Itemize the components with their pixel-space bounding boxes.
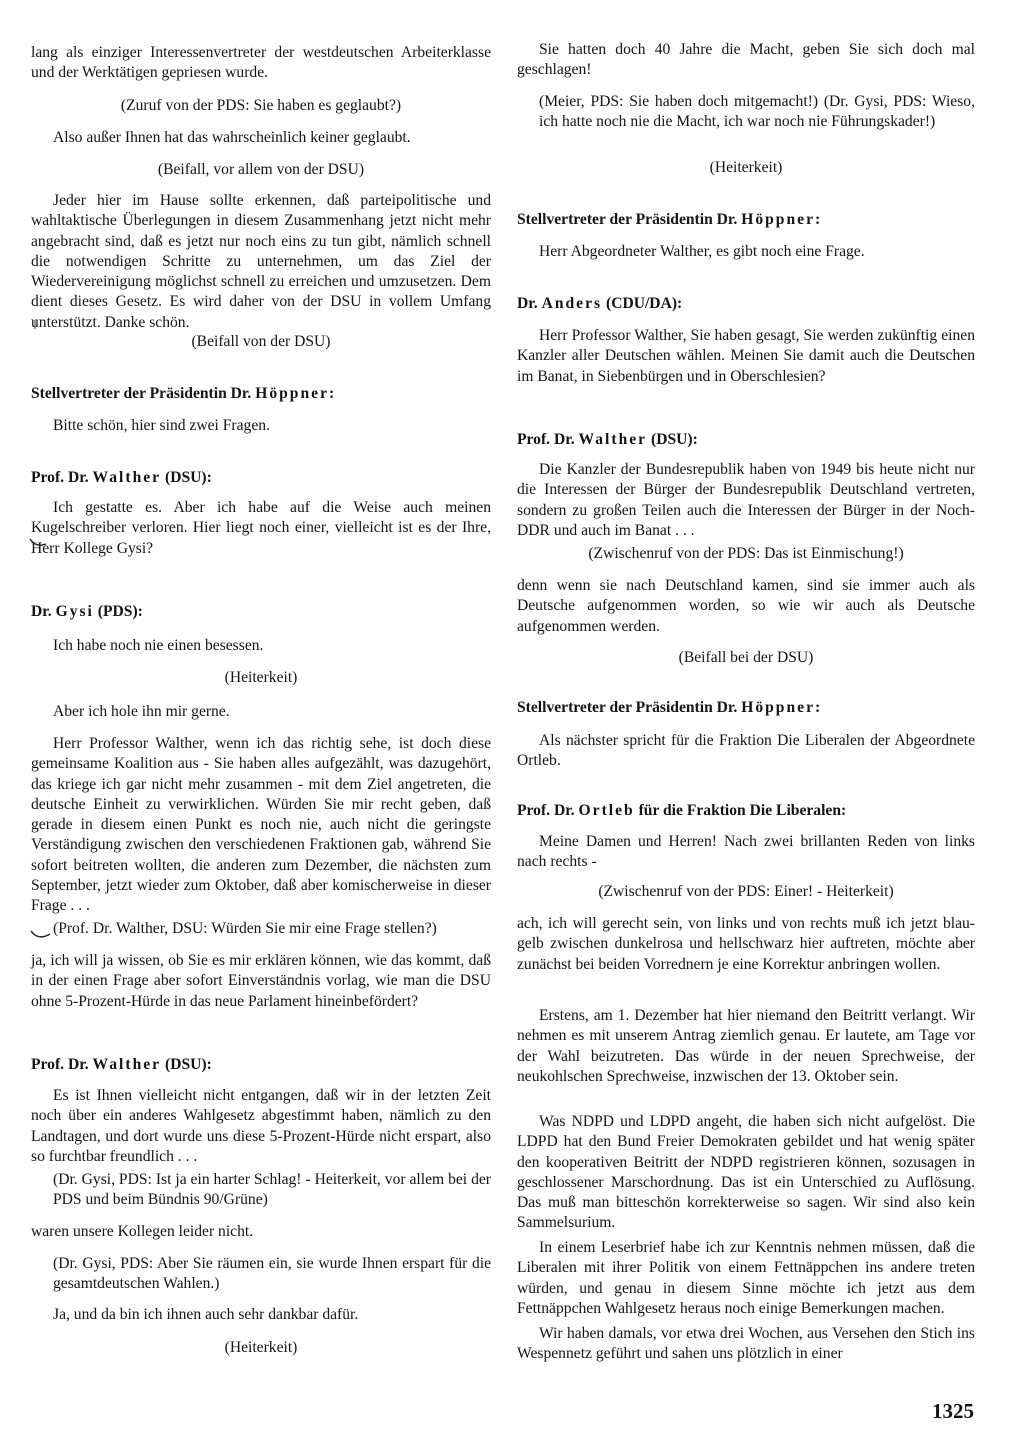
paragraph: In einem Leserbrief habe ich zur Kenntnis nehmen müssen, daß die Liberalen mit ihrer Politik von einem Fettnäppchen ins andere treten würden, und genau in diesem Sinne möchte ich jetzt aus dem Fettnäppchen Wahlgesetz heraus noch einige Bemerkungen machen. — [517, 1239, 975, 1317]
interjection: (Zuruf von der PDS: Sie haben es geglaubt?) — [120, 97, 402, 114]
speaker-name: Gysi — [55, 603, 94, 620]
speaker-name: Höppner: — [741, 211, 823, 228]
interjection: (Heiterkeit) — [224, 669, 298, 686]
paragraph: Als nächster spricht für die Fraktion Die Liberalen der Abgeordnete Ortleb. — [517, 732, 975, 770]
margin-mark — [31, 318, 39, 332]
speaker-title: Prof. Dr. — [517, 802, 575, 819]
paragraph: Jeder hier im Hause sollte erkennen, daß parteipolitische und wahltaktische Überlegungen in diesem Zusammenhang jetzt nicht mehr angebracht sind, daß es jetzt nur noch eins zu tun gibt, nämlich schnell die notwendigen Schritte zu unternehmen, um das Ziel der Wiedervereinigung möglichst schnell zu erreichen und umzusetzen. Dem dient dieses Gesetz. Es wird daher von der DSU in vollem Umfang unterstützt. Danke schön. — [31, 192, 491, 331]
paragraph: Was NDPD und LDPD angeht, die haben sich nicht aufgelöst. Die LDPD hat den Bund Freier Demokraten gebildet und hat wenig später den kooperativen Beitritt der NDPD registrieren können, sozusagen in geschlossener Marschordnung. Das ist ein Unterschied zu Auflösung. Das muß man bitteschön korrekterweise so sagen. Wir sind also kein Sammelsurium. — [517, 1113, 975, 1232]
paragraph: Sie hatten doch 40 Jahre die Macht, geben Sie sich doch mal geschlagen! — [517, 41, 975, 79]
paragraph: Ich gestatte es. Aber ich habe auf die Weise auch meinen Kugelschreiber verloren. Hier liegt noch einer, vielleicht ist es der Ihre, Herr Kollege Gysi? — [31, 499, 491, 557]
speaker-name: Ortleb — [578, 802, 635, 819]
speaker-title: Dr. — [31, 603, 52, 620]
speaker-heading — [517, 698, 975, 718]
speaker-role: Stellvertreter der Präsidentin Dr. — [517, 699, 738, 716]
speaker-role: Stellvertreter der Präsidentin Dr. — [517, 211, 738, 228]
interjection: (Beifall von der DSU) — [191, 333, 331, 350]
paragraph: Also außer Ihnen hat das wahrscheinlich keiner geglaubt. — [53, 129, 411, 146]
paragraph: Bitte schön, hier sind zwei Fragen. — [53, 417, 270, 434]
interjection: (Beifall bei der DSU) — [678, 649, 814, 666]
speaker-heading — [31, 468, 491, 488]
speaker-heading — [31, 384, 491, 404]
speaker-name: Walther — [578, 431, 648, 448]
speaker-heading — [31, 1055, 491, 1075]
speaker-name: Höppner: — [255, 385, 337, 402]
paragraph: ach, ich will gerecht sein, von links und von rechts muß ich jetzt blau-gelb zwischen dunkelrosa und hellschwarz hier auftreten, möchte aber zunächst bei beiden Vorrednern je eine Korrektur anbringen wollen. — [517, 915, 975, 973]
speaker-title: Prof. Dr. — [31, 1056, 89, 1073]
interjection: (Zwischenruf von der PDS: Einer! - Heiterkeit) — [598, 883, 894, 900]
paragraph: Meine Damen und Herren! Nach zwei brillanten Reden von links nach rechts - — [517, 833, 975, 871]
interjection: (Meier, PDS: Sie haben doch mitgemacht!) (Dr. Gysi, PDS: Wieso, ich hatte noch nie die Macht, ich war noch nie Führungskader!) — [539, 93, 975, 131]
paragraph: ja, ich will ja wissen, ob Sie es mir erklären können, wie das kommt, daß in der einen Frage aber sofort Einverständnis vorlag, wie man die DSU ohne 5-Prozent-Hürde in das neue Parlament hineinbefördert? — [31, 952, 491, 1010]
paragraph: Aber ich hole ihn mir gerne. — [53, 703, 230, 720]
paragraph: Es ist Ihnen vielleicht nicht entgangen, daß wir in der letzten Zeit noch über ein anderes Wahlgesetz abgestimmt haben, nämlich zu den Landtagen, und dort wurde uns diese 5-Prozent-Hürde nicht erspart, also so furchtbar freundlich . . . — [31, 1087, 491, 1165]
paragraph: Herr Abgeordneter Walther, es gibt noch eine Frage. — [539, 243, 865, 260]
speaker-name: Walther — [92, 1056, 162, 1073]
paragraph: Die Kanzler der Bundesrepublik haben von 1949 bis heute nicht nur die Interessen der Bürger der Bundesrepublik Deutschland vertreten, sondern zu großen Teilen auch die Interessen der Bürger in der Noch-DDR und auch im Banat . . . — [517, 461, 975, 539]
paragraph: Erstens, am 1. Dezember hat hier niemand den Beitritt verlangt. Wir nehmen es mit unserem Antrag ziemlich genau. Er lautete, am Tage vor der Wahl beizutreten. Das würde in der neuen Sprechweise, der neukohlschen Sprechweise, inzwischen der 13. Oktober sein. — [517, 1007, 975, 1085]
speaker-heading — [517, 210, 975, 230]
speaker-rest: für die Fraktion Die Liberalen: — [638, 802, 847, 819]
speaker-party: (CDU/DA): — [606, 295, 683, 312]
interjection: (Beifall, vor allem von der DSU) — [157, 161, 365, 178]
speaker-party: (PDS): — [97, 603, 143, 620]
paragraph: Ja, und da bin ich ihnen auch sehr dankbar dafür. — [53, 1306, 359, 1323]
interjection: (Heiterkeit) — [224, 1339, 298, 1356]
speaker-name: Anders — [541, 295, 603, 312]
paragraph: Herr Professor Walther, Sie haben gesagt, Sie werden zukünftig einen Kanzler aller Deutschen wählen. Meinen Sie damit auch die Deutschen im Banat, in Siebenbürgen und in Oberschlesien? — [517, 327, 975, 385]
speaker-party: (DSU): — [165, 1056, 212, 1073]
paragraph: Herr Professor Walther, wenn ich das richtig sehe, ist doch diese gemeinsame Koalition aus - Sie haben alles aufgezählt, was dazugehört, das kriege ich gar nicht mehr zusammen - mit dem Ziel angetreten, die deutsche Einheit zu verwirklichen. Würden Sie mir recht geben, daß gerade in diesem einen Punkt es noch nie, auch nicht die geringste Verständigung zwischen den verschiedenen Fraktionen gab, während Sie sofort beitreten wollten, die anderen zum Dezember, die nächsten zum September, jetzt wieder zum Oktober, daß aber komischerweise in dieser Frage . . . — [31, 735, 491, 915]
interjection: (Dr. Gysi, PDS: Ist ja ein harter Schlag! - Heiterkeit, vor allem bei der PDS und beim Bündnis 90/Grüne) — [53, 1171, 491, 1209]
speaker-party: (DSU): — [651, 431, 698, 448]
speaker-title: Dr. — [517, 295, 538, 312]
speaker-name: Walther — [92, 469, 162, 486]
paragraph: Wir haben damals, vor etwa drei Wochen, aus Versehen den Stich ins Wespennetz geführt und sahen uns plötzlich in einer — [517, 1325, 975, 1363]
speaker-role: Stellvertreter der Präsidentin Dr. — [31, 385, 252, 402]
interjection: (Zwischenruf von der PDS: Das ist Einmischung!) — [588, 545, 904, 562]
speaker-title: Prof. Dr. — [517, 431, 575, 448]
interjection: (Heiterkeit) — [709, 159, 783, 176]
margin-mark — [28, 536, 50, 550]
speaker-heading — [517, 801, 975, 821]
speaker-heading — [517, 430, 975, 450]
speaker-name: Höppner: — [741, 699, 823, 716]
paragraph: lang als einziger Interessenvertreter der westdeutschen Arbeiterklasse und der Werktätigen gepriesen wurde. — [31, 44, 491, 82]
speaker-heading — [31, 602, 491, 622]
paragraph: denn wenn sie nach Deutschland kamen, sind sie immer auch als Deutsche aufgenommen worden, so wie wir auch als Deutsche aufgenommen werden. — [517, 577, 975, 635]
interjection: (Dr. Gysi, PDS: Aber Sie räumen ein, sie wurde Ihnen erspart für die gesamtdeutschen Wahlen.) — [53, 1255, 491, 1293]
margin-mark — [28, 925, 54, 943]
page-number: 1325 — [932, 1399, 974, 1423]
interjection: (Prof. Dr. Walther, DSU: Würden Sie mir eine Frage stellen?) — [53, 920, 437, 937]
speaker-heading — [517, 294, 975, 314]
paragraph: Ich habe noch nie einen besessen. — [53, 637, 264, 654]
speaker-party: (DSU): — [165, 469, 212, 486]
speaker-title: Prof. Dr. — [31, 469, 89, 486]
paragraph: waren unsere Kollegen leider nicht. — [31, 1223, 254, 1240]
